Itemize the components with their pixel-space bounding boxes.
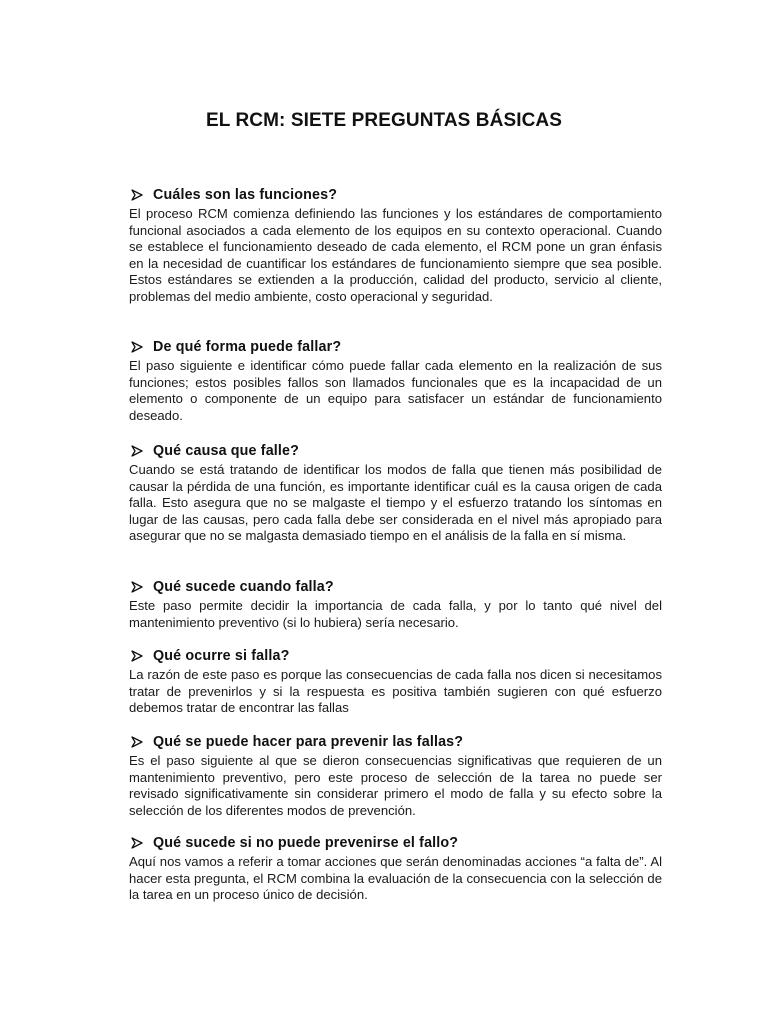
arrowhead-bullet-icon — [131, 736, 143, 748]
question-section — [129, 646, 662, 717]
question-heading-text: Qué sucede cuando falla? — [153, 579, 334, 595]
question-section — [129, 577, 662, 631]
question-body: El paso siguiente e identificar cómo puede fallar cada elemento en la realización de sus funciones; estos posibles fallos son llamados funcionales que es la incapacidad de un elemento o componente de un equipo para satisfacer un estándar de funcionamiento deseado. — [129, 358, 662, 423]
question-section — [129, 441, 662, 545]
question-body: Aquí nos vamos a referir a tomar acciones que serán denominadas acciones “a falta de”. Al hacer esta pregunta, el RCM combina la evaluación de la consecuencia con la selección de la tarea en un proceso único de decisión. — [129, 854, 662, 903]
arrowhead-bullet-icon — [131, 650, 143, 662]
question-heading — [129, 441, 662, 461]
arrowhead-bullet-icon — [131, 189, 143, 201]
question-heading — [129, 833, 662, 853]
arrowhead-bullet-icon — [131, 341, 143, 353]
question-body: La razón de este paso es porque las consecuencias de cada falla nos dicen si necesitamos tratar de prevenirlos y si la respuesta es positiva también sugieren con qué esfuerzo debemos tratar de encontrar las fallas — [129, 667, 662, 716]
arrowhead-bullet-icon — [131, 581, 143, 593]
question-body: Cuando se está tratando de identificar los modos de falla que tienen más posibilidad de causar la pérdida de una función, es importante identificar cuál es la causa origen de cada falla. Esto asegura que no se malgaste el tiempo y el esfuerzo tratando los síntomas en lugar de las causas, pero cada falla debe ser considerada en el nivel más apropiado para asegurar que no se malgasta demasiado tiempo en el análisis de la falla en sí misma. — [129, 462, 662, 544]
question-body: El proceso RCM comienza definiendo las funciones y los estándares de comportamiento funcional asociados a cada elemento de los equipos en su contexto operacional. Cuando se establece el funcionamiento deseado de cada elemento, el RCM pone un gran énfasis en la necesidad de cuantificar los estándares de funcionamiento siempre que sea posible. Estos estándares se extienden a la producción, calidad del producto, servicio al cliente, problemas del medio ambiente, costo operacional y seguridad. — [129, 206, 662, 304]
question-heading-text: Qué causa que falle? — [153, 443, 300, 459]
question-body: Este paso permite decidir la importancia de cada falla, y por lo tanto qué nivel del mantenimiento preventivo (si lo hubiera) sería necesario. — [129, 598, 662, 630]
question-section — [129, 185, 662, 306]
document-title: EL RCM: SIETE PREGUNTAS BÁSICAS — [205, 110, 563, 131]
question-heading-text: Qué sucede si no puede prevenirse el fallo? — [153, 835, 459, 851]
question-heading — [129, 337, 662, 357]
question-heading-text: Qué se puede hacer para prevenir las fallas? — [153, 734, 464, 750]
question-heading-text: Qué ocurre si falla? — [153, 648, 290, 664]
question-body: Es el paso siguiente al que se dieron consecuencias significativas que requieren de un mantenimiento preventivo, pero este proceso de selección de la tarea no puede ser revisado significativamente sin considerar primero el modo de falla y su efecto sobre la selección de los diferentes modos de prevención. — [129, 753, 662, 818]
question-section — [129, 732, 662, 819]
question-section — [129, 337, 662, 424]
question-heading — [129, 732, 662, 752]
question-heading-text: Cuáles son las funciones? — [153, 187, 338, 203]
question-heading — [129, 646, 662, 666]
arrowhead-bullet-icon — [131, 837, 143, 849]
question-section — [129, 833, 662, 904]
question-heading-text: De qué forma puede fallar? — [153, 339, 342, 355]
question-heading — [129, 185, 662, 205]
arrowhead-bullet-icon — [131, 445, 143, 457]
question-heading — [129, 577, 662, 597]
